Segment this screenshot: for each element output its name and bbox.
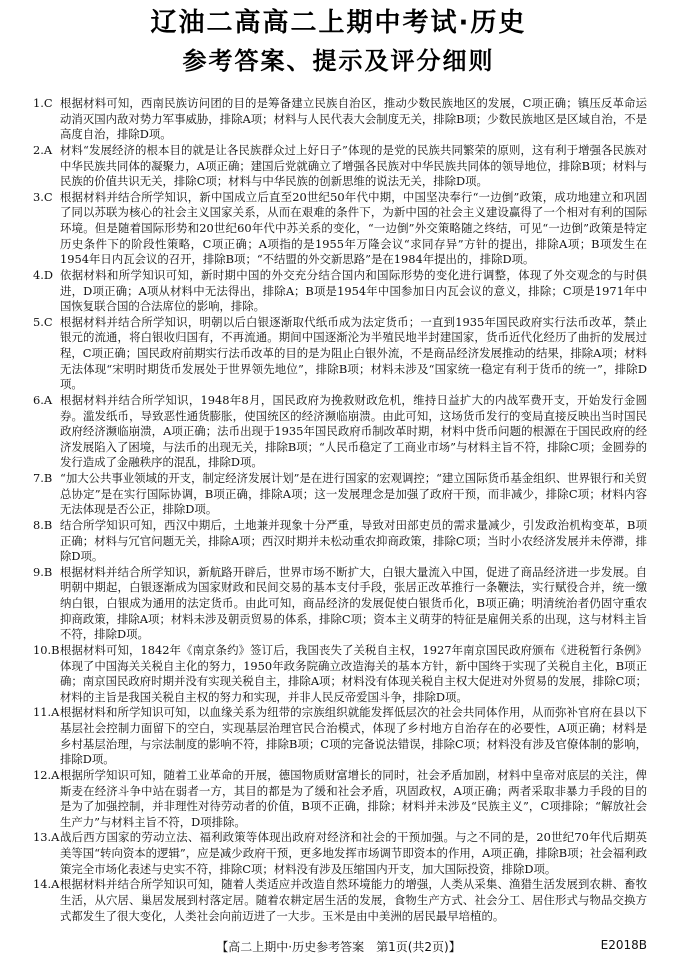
answer-number: 4.D — [33, 267, 54, 282]
answer-item-14 — [33, 877, 647, 924]
answer-number: 10.B — [33, 642, 60, 657]
answer-number: 8.B — [33, 517, 53, 532]
footer-document-code: E2018B — [600, 938, 647, 952]
answer-item-8 — [33, 518, 647, 565]
answer-number: 11.A — [33, 705, 60, 720]
answer-item-13 — [33, 830, 647, 877]
answer-number: 13.A — [33, 830, 60, 845]
answer-explanation: 根据材料并结合所学知识，明朝以后白银逐渐取代纸币成为法定货币；一直到1935年国民政府实行法币改革，禁止银元的流通，将白银收归国有，不再流通。期间中国逐渐沦为半殖民地半封建国家，货币近代化经历了曲折的发展过程，C项正确；国民政府前期实行法币改革的目的是为阻止白银外流，不是商品经济发展推动的结果，排除A项；材料无法体现“宋明时期货币发展处于世界领先地位”，排除B项；材料未涉及“国家统一稳定有利于货币的统一”，排除D项。 — [60, 314, 647, 392]
answer-item-6 — [33, 393, 647, 471]
answer-item-12 — [33, 768, 647, 831]
answer-explanation: 根据材料并结合所学知识，1948年8月，国民政府为挽救财政危机，维持日益扩大的内战军费开支，开始发行金圆券。滥发纸币，导致恶性通货膨胀，使国统区的经济濒临崩溃。由此可知，这场货币发行的变局直接反映出当时国民政府经济濒临崩溃，A项正确；法币出现于1935年国民政府币制改革时期，材料中货币问题的根源在于国民政府的经济发展陷入了困境，与法币的出现无关，排除B项；“人民币稳定了工商业市场”与材料主旨不符，排除C项；金圆券的发行造成了金融秩序的混乱，排除D项。 — [60, 392, 647, 470]
document-subtitle: 参考答案、提示及评分细则 — [182, 47, 495, 75]
answer-number: 6.A — [33, 392, 53, 407]
footer-page-label: 【高二上期中·历史参考答案 第1页(共2页)】 — [216, 940, 461, 954]
answer-explanation: 战后西方国家的劳动立法、福利政策等体现出政府对经济和社会的干预加强。与之不同的是，20世纪70年代后期英美等国“转向资本的逻辑”，应是减少政府干预，更多地发挥市场调节即资本的作用，A项正确，排除B项；社会福利政策完全市场化表述与史实不符，排除C项；材料没有涉及压缩国内开支，加大国际投资，排除D项。 — [60, 830, 647, 876]
answer-number: 1.C — [33, 96, 53, 110]
answer-number: 5.C — [33, 314, 53, 329]
document-title: 辽油二高高二上期中考试·历史 — [150, 8, 527, 38]
answer-explanation: 根据材料可知，西南民族访问团的目的是筹备建立民族自治区，推动少数民族地区的发展，C项正确；镇压反革命运动消灭国内敌对势力军事威胁，排除A项；材料与人民代表大会制度无关，排除B项；少数民族地区是区域自治，不是高度自治，排除D项。 — [60, 96, 647, 142]
answer-explanation: 结合所学知识可知，西汉中期后，土地兼并现象十分严重，导致对田部吏员的需求量减少，引发政治机构变革，B项正确；材料与冗官问题无关，排除A项；西汉时期并未松动重农抑商政策，排除C项；当时小农经济发展并未停滞，排除D项。 — [60, 517, 647, 564]
answer-explanation: 材料“发展经济的根本目的就是让各民族群众过上好日子”体现的是党的民族共同繁荣的原则，这有利于增强各民族对中华民族共同体的凝聚力，A项正确；建国后党就确立了增强各民族对中华民族共同体的领导地位，排除B项；材料与民族的价值共识无关，排除C项；材料与中华民族的创新思维的说法无关，排除D项。 — [60, 142, 647, 189]
answer-number: 14.A — [33, 877, 60, 892]
page-footer — [0, 936, 677, 956]
answer-item-4 — [33, 268, 647, 315]
answer-item-9 — [33, 565, 647, 643]
answer-explanation: 根据所学知识可知，随着工业革命的开展，德国物质财富增长的同时，社会矛盾加剧，材料中皇帝对底层的关注，俾斯麦在经济斗争中站在弱者一方，其目的都是为了缓和社会矛盾，巩固政权，A项正确；两者采取非暴力手段的目的是为了加强控制，并非理性对待劳动者的价值，B项不正确，排除；材料并未涉及“民族主义”，C项排除；“解放社会生产力”与材料主旨不符，D项排除。 — [60, 767, 647, 829]
answer-number: 2.A — [33, 142, 53, 157]
answer-item-1 — [33, 96, 647, 143]
answer-item-3 — [33, 190, 647, 268]
answer-list — [33, 96, 647, 924]
answer-item-5 — [33, 315, 647, 393]
answer-number: 12.A — [33, 767, 60, 782]
answer-item-11 — [33, 705, 647, 768]
answer-explanation: 依据材料和所学知识可知，新时期中国的外交充分结合国内和国际形势的变化进行调整，体现了外交观念的与时俱进，D项正确；A项从材料中无法得出，排除A；B项是1954年中国参加日内瓦会议的意义，排除；C项是1971年中国恢复联合国的合法席位的影响，排除。 — [60, 267, 647, 314]
answer-explanation: 根据材料并结合所学知识，新航路开辟后，世界市场不断扩大，白银大量流入中国，促进了商品经济进一步发展。自明朝中期起，白银逐渐成为国家财政和民间交易的基本支付手段，张居正改革推行一条鞭法，实行赋役合并，统一缴纳白银，白银成为通用的法定货币。由此可知，商品经济的发展促使白银货币化，B项正确；明清统治者仍固守重农抑商政策，排除A项；材料未涉及朝贡贸易的体系，排除C项；资本主义萌芽的特征是雇佣关系的出现，这与材料主旨不符，排除D项。 — [60, 564, 647, 642]
answer-explanation: 根据材料并结合所学知识可知，随着人类适应并改造自然环境能力的增强，人类从采集、渔猎生活发展到农耕、畜牧生活，从穴居、巢居发展到村落定居。随着农耕定居生活的发展，食物生产方式、社会分工、居住形式与物品交换方式都发生了很大变化，人类社会向前迈进了一大步。玉米是由中美洲的居民最早培植的。 — [60, 877, 647, 923]
answer-item-2 — [33, 143, 647, 190]
answer-number: 3.C — [33, 189, 53, 204]
answer-explanation: 根据材料可知，1842年《南京条约》签订后，我国丧失了关税自主权，1927年南京国民政府颁布《进税暂行条例》体现了中国海关关税自主化的努力，1950年政务院确立改造海关的基本方针，新中国终于实现了关税自主化，B项正确；南京国民政府时期并没有实现关税自主，排除A项；材料没有体现关税自主权大促进对外贸易的发展，排除C项；材料的主旨是我国关税自主权的努力和实现，并非人民反帝爱国斗争，排除D项。 — [60, 642, 647, 704]
answer-item-7 — [33, 471, 647, 518]
answer-number: 7.B — [33, 471, 53, 485]
answer-explanation: 根据材料并结合所学知识，新中国成立后直至20世纪50年代中期，中国坚决奉行“一边倒”政策，成功地建立和巩固了同以苏联为核心的社会主义国家关系，从而在艰难的条件下，为新中国的社会主义建设赢得了一个相对有利的国际环境。但是随着国际形势和20世纪60年代中苏关系的变化，“一边倒”外交策略随之终结，可见“一边倒”政策是特定历史条件下的阶段性策略，C项正确；A项指的是1955年万隆会议“求同存异”方针的提出，排除A项；B项发生在1954年日内瓦会议的召开，排除B项；“不结盟的外交新思路”是在1984年提出的，排除D项。 — [60, 189, 647, 267]
answer-explanation: “加大公共事业领域的开支，制定经济发展计划”是在进行国家的宏观调控；“建立国际货币基金组织、世界银行和关贸总协定”是在实行国际协调，B项正确，排除A项；这一发展理念是加强了政府干预，而非减少，排除C项；材料内容无法体现是否公正，排除D项。 — [60, 471, 648, 517]
answer-explanation: 根据材料和所学知识可知，以血缘关系为纽带的宗族组织就能发挥低层次的社会共同体作用，从而弥补官府在县以下基层社会控制力面留下的空白，实现基层治理官民合治模式，体现了乡村地方自治存在的必要性，A项正确；材料是乡村基层治理，与宗法制度的影响不符，排除B项；C项的完备说法错误，排除C项；材料没有涉及官僚体制的影响，排除D项。 — [60, 705, 647, 767]
answer-item-10 — [33, 643, 647, 706]
answer-number: 9.B — [33, 564, 53, 579]
